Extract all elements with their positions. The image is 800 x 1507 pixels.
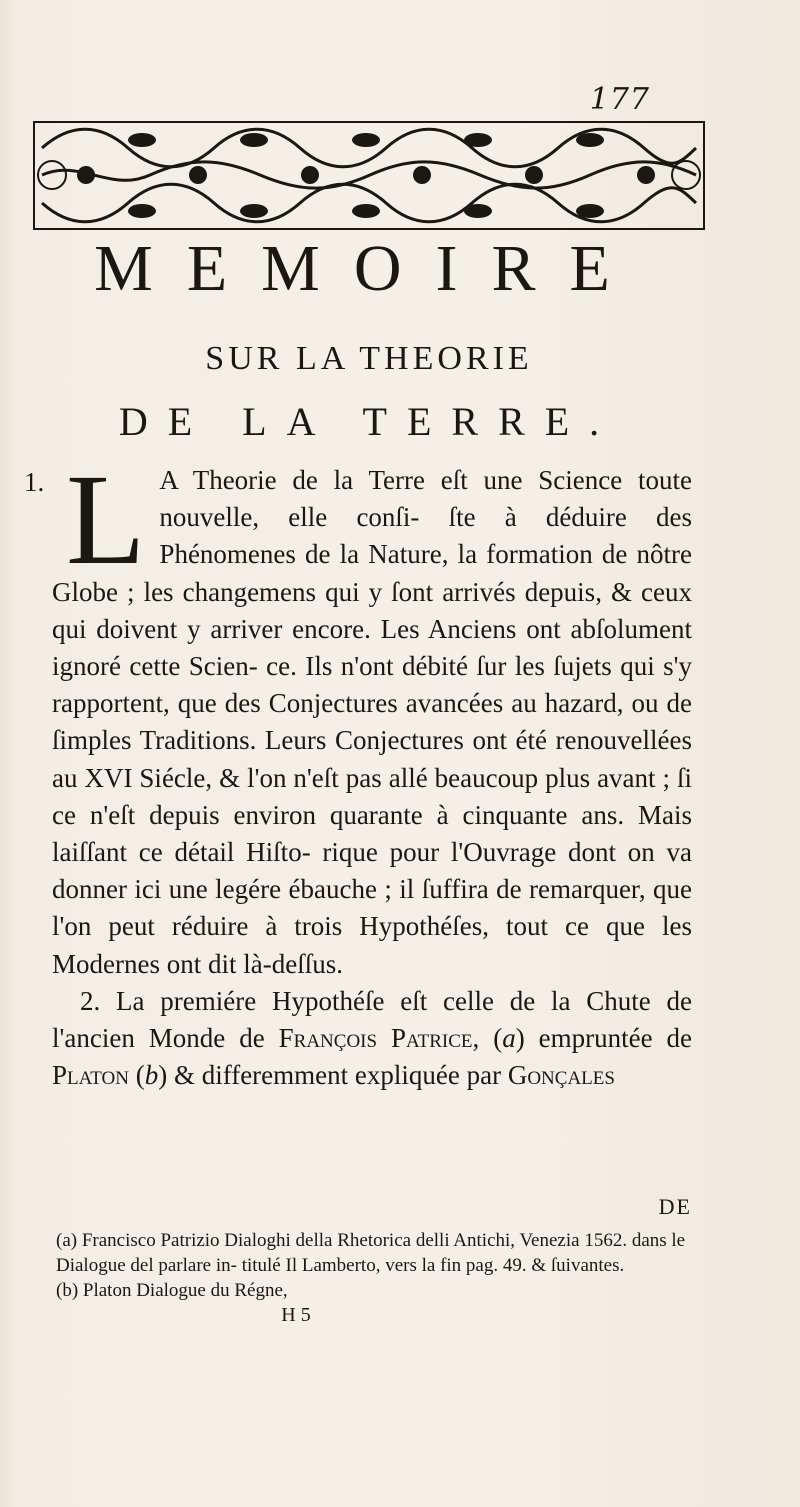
author-name-platon: Platon [52,1060,129,1091]
footnote-a-text: Francisco Patrizio Dialoghi della Rhetorica delli Antichi, Venezia 1562. dans le Dialogue del parlare in- titulé Il Lamberto, vers la fin pag. 49. & ſuivantes. [56,1230,686,1276]
paragraph-2-number: 2. [80,985,101,1016]
paragraph-2-text-a: La premiére Hypothéſe eſt celle de la Chute de l'ancien Monde de [52,985,692,1054]
footnote-ref-a: a [502,1023,516,1054]
subtitle-line-1: SUR LA THEORIE [205,340,533,377]
signature-mark: H 5 [281,1304,311,1326]
footnote-a-mark: (a) [56,1230,78,1251]
footnote-b-text: Platon Dialogue du Régne, [82,1280,288,1301]
footnote-ref-b: b [144,1060,159,1091]
body-text [24,448,693,1094]
paragraph-2-text-c: ) empruntée de [515,1023,693,1054]
floral-headpiece-ornament-icon [30,118,708,233]
paragraph-2-text-b: , ( [472,1023,503,1054]
author-name-patrice: François Patrice [278,1023,473,1054]
paragraph-2-text-e: ) & differemment expliquée par [158,1060,502,1091]
main-title: MEMOIRE [94,232,644,305]
footnote-b-mark: (b) [56,1280,79,1301]
page-number: 177 [589,82,650,117]
drop-cap: L [66,448,146,592]
author-name-goncales: Gonçales [507,1060,615,1091]
subtitle-line-2: DE LA TERRE. [118,399,620,444]
paragraph-1-number: 1. [24,467,45,497]
footnote-b [56,1278,696,1303]
paragraph-1: A Theorie de la Terre eſt une Science toute nouvelle, elle conſi- ſte à déduire des Phénomenes de la Nature, la formation de nôtre Globe ; les changemens qui y ſont arrivés depuis, & ceux qui doivent y arriver encore. Les Anciens ont abſolument ignoré cette Scien- ce. Ils n'ont débité ſur les ſujets qui s'y rapportent, que des Conjectures avancées au hazard, ou de ſimples Traditions. Leurs Conjectures ont été renouvellées au XVI Siécle, & l'on n'eſt pas allé beaucoup plus avant ; ſi ce n'eſt depuis environ quarante à cinquante ans. Mais laiſſant ce détail Hiſto- rique pour l'Ouvrage dont on va donner ici une legére ébauche ; il ſuffira de remarquer, que l'on peut réduire à trois Hypothéſes, tout ce que les Modernes ont dit là-deſſus. [52,465,692,979]
footnote-a [56,1228,696,1278]
paragraph-2-text-d: ( [135,1060,145,1091]
catchword: DE [658,1194,692,1219]
footnotes [56,1228,696,1328]
